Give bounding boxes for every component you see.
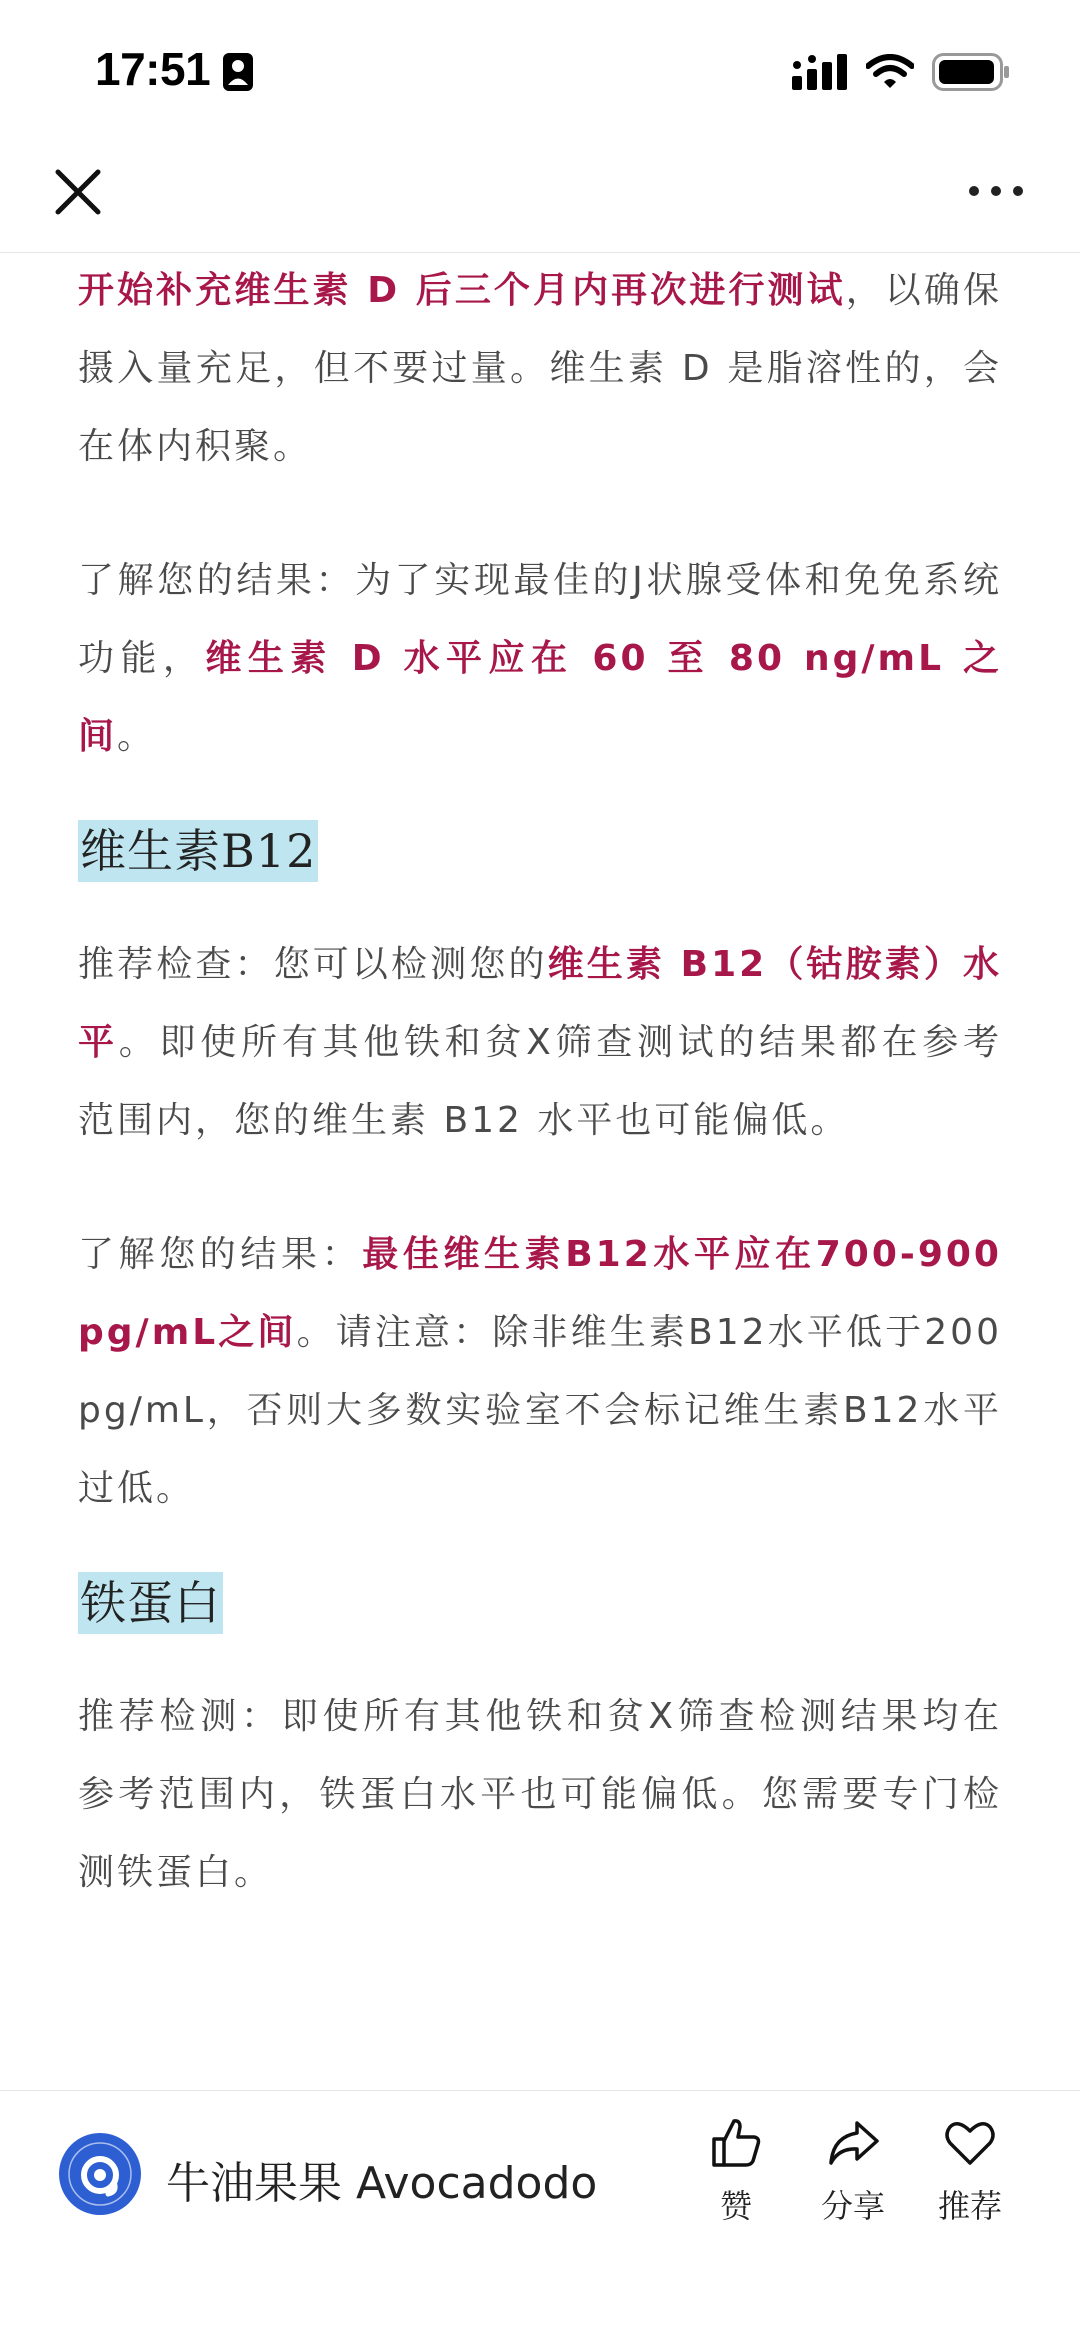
highlight-text: 维生素 B12（钴胺素）水平 <box>78 944 1002 1063</box>
heart-icon <box>942 2115 998 2171</box>
thumbs-up-icon <box>708 2115 764 2171</box>
close-icon[interactable] <box>50 164 106 220</box>
person-badge-icon <box>222 52 254 92</box>
paragraph-ferritin-check <box>78 1678 1002 1912</box>
bottom-bar <box>0 2090 1080 2338</box>
paragraph-b12-result <box>78 1216 1002 1528</box>
body-text: 推荐检测：即使所有其他铁和贫X筛查检测结果均在参考范围内，铁蛋白水平也可能偏低。您需要专门检测铁蛋白。 <box>78 1696 1002 1893</box>
wifi-icon <box>866 54 914 90</box>
status-bar <box>0 0 1080 140</box>
section-heading-ferritin: 铁蛋白 <box>78 1572 223 1634</box>
body-text: 。即使所有其他铁和贫X筛查测试的结果都在参考范围内，您的维生素 B12 水平也可能偏低。 <box>78 1022 1002 1141</box>
cellular-icon <box>792 54 848 90</box>
recommend-button[interactable] <box>920 2115 1020 2227</box>
like-label: 赞 <box>719 2187 752 2225</box>
body-text: 。请注意：除非维生素B12水平低于200 pg/mL，否则大多数实验室不会标记维生素B12水平过低。 <box>78 1312 1002 1509</box>
paragraph-vitd-result <box>78 542 1002 776</box>
highlight-text: 最佳维生素B12水平应在700-900 pg/mL之间 <box>78 1234 1002 1353</box>
avocadodo-logo[interactable] <box>58 2132 142 2216</box>
paragraph-retest <box>78 252 1002 486</box>
article-content <box>78 252 1002 2090</box>
nav-bar <box>0 140 1080 253</box>
status-time: 17:51 <box>95 43 211 95</box>
body-text: 。 <box>117 716 157 757</box>
section-heading-ferritin-wrap <box>78 1528 1002 1678</box>
highlight-text: 开始补充维生素 D 后三个月内再次进行测试 <box>78 270 846 311</box>
like-button[interactable] <box>686 2115 786 2227</box>
more-icon[interactable] <box>966 176 1026 206</box>
section-heading-b12-wrap <box>78 776 1002 926</box>
body-text: 推荐检查：您可以检测您的 <box>78 944 548 985</box>
share-icon <box>825 2115 881 2171</box>
status-icons <box>792 50 1010 94</box>
body-text: 了解您的结果：为了实现最佳的J状腺受体和免免系统功能， <box>78 560 1002 679</box>
paragraph-b12-check <box>78 926 1002 1160</box>
body-text: 了解您的结果： <box>78 1234 363 1275</box>
section-heading-b12: 维生素B12 <box>78 820 318 882</box>
share-label: 分享 <box>820 2187 885 2225</box>
recommend-label: 推荐 <box>937 2187 1002 2225</box>
battery-icon <box>932 53 1010 91</box>
share-button[interactable] <box>803 2115 903 2227</box>
body-text: ，以确保摄入量充足，但不要过量。维生素 D 是脂溶性的，会在体内积聚。 <box>78 270 1002 467</box>
account-name[interactable]: 牛油果果 Avocadodo <box>166 2158 598 2209</box>
highlight-text: 维生素 D 水平应在 60 至 80 ng/mL 之间 <box>78 638 1002 757</box>
